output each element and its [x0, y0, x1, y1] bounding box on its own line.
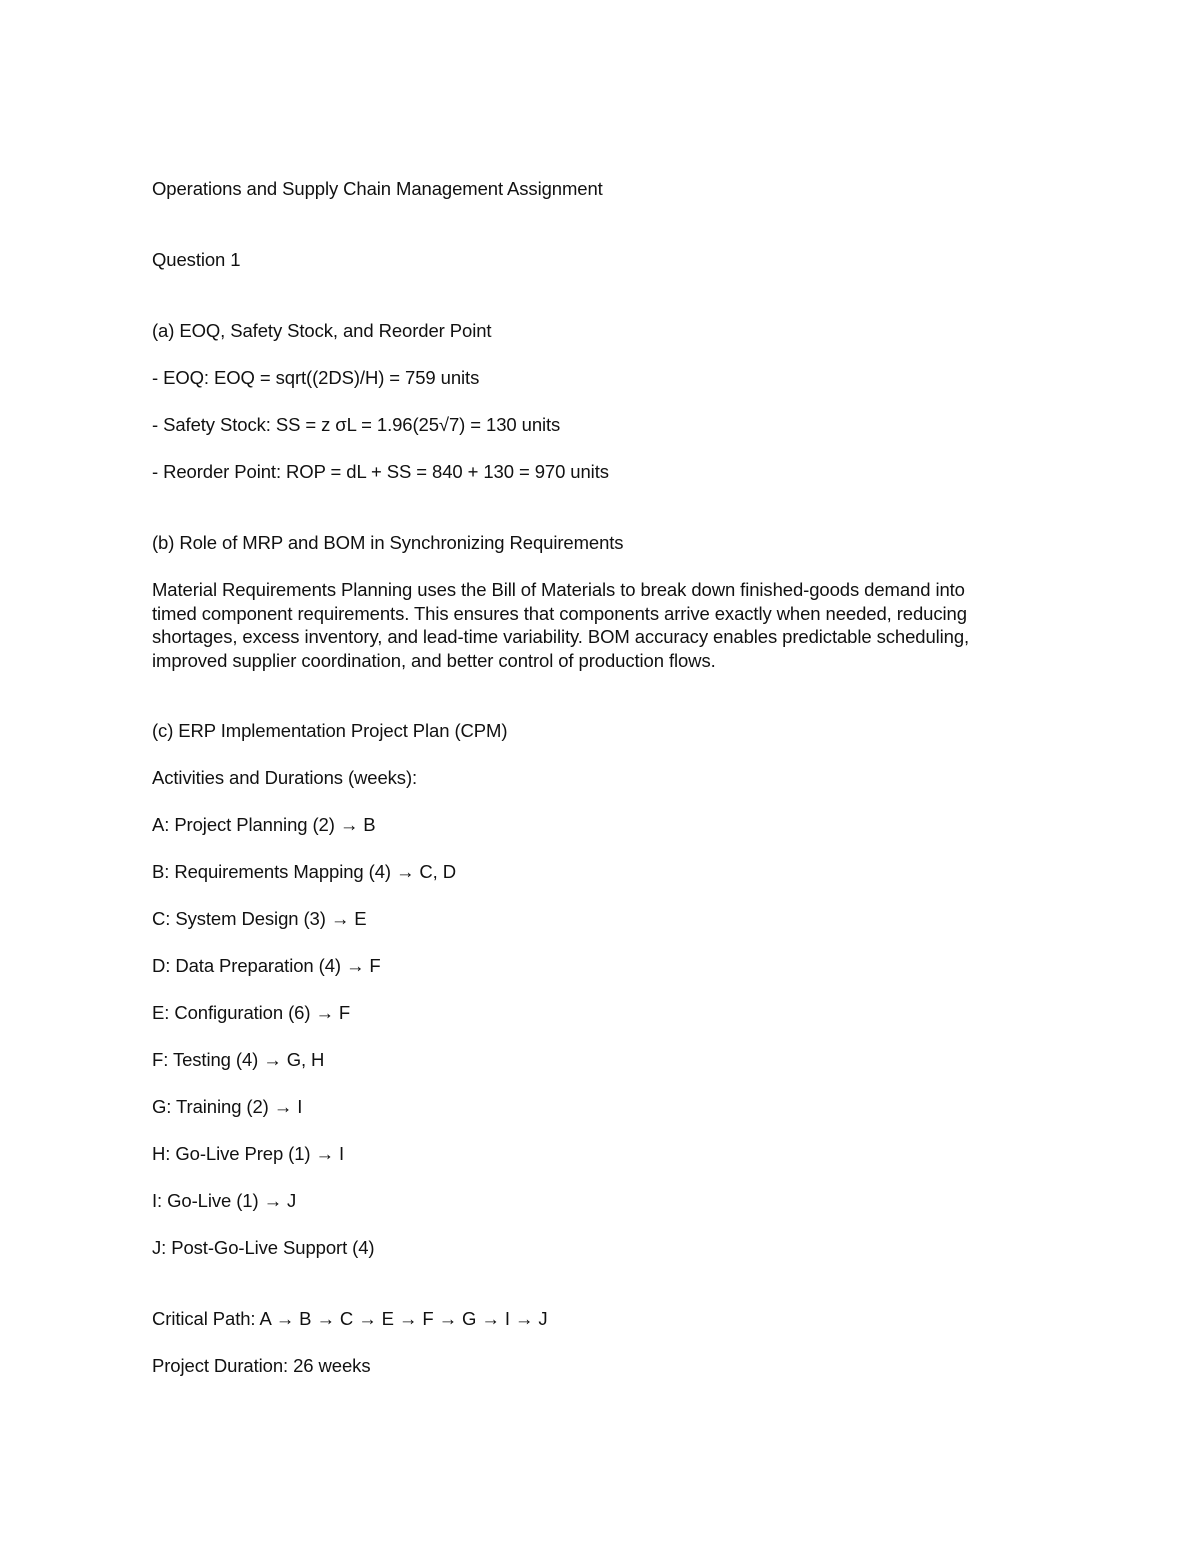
- part-b-paragraph-line: improved supplier coordination, and better control of production flows.: [152, 649, 716, 671]
- part-c-heading: (c) ERP Implementation Project Plan (CPM): [152, 720, 508, 741]
- part-b-heading: (b) Role of MRP and BOM in Synchronizing Requirements: [152, 532, 624, 553]
- activity-item: G: Training (2) → I: [152, 1096, 303, 1117]
- safety-stock-line: - Safety Stock: SS = z σL = 1.96(25√7) = 130 units: [152, 414, 561, 435]
- activity-item: C: System Design (3) → E: [152, 908, 367, 929]
- activity-item: I: Go-Live (1) → J: [152, 1190, 297, 1211]
- activity-item: A: Project Planning (2) → B: [152, 814, 376, 835]
- part-b-paragraph-line: timed component requirements. This ensures that components arrive exactly when needed, reducing: [152, 602, 967, 624]
- question-heading: Question 1: [152, 249, 241, 270]
- activity-item: H: Go-Live Prep (1) → I: [152, 1143, 345, 1164]
- part-a-heading: (a) EOQ, Safety Stock, and Reorder Point: [152, 320, 492, 341]
- activity-item: B: Requirements Mapping (4) → C, D: [152, 861, 457, 882]
- activities-label: Activities and Durations (weeks):: [152, 767, 418, 788]
- activity-item: E: Configuration (6) → F: [152, 1002, 351, 1023]
- activity-item: J: Post-Go-Live Support (4): [152, 1237, 375, 1258]
- eoq-line: - EOQ: EOQ = sqrt((2DS)/H) = 759 units: [152, 367, 480, 388]
- project-duration: Project Duration: 26 weeks: [152, 1355, 371, 1376]
- activity-item: D: Data Preparation (4) → F: [152, 955, 381, 976]
- document-title: Operations and Supply Chain Management Assignment: [152, 178, 603, 199]
- reorder-point-line: - Reorder Point: ROP = dL + SS = 840 + 130 = 970 units: [152, 461, 609, 482]
- part-b-paragraph-line: shortages, excess inventory, and lead-time variability. BOM accuracy enables predictable scheduling,: [152, 626, 970, 647]
- critical-path: Critical Path: A → B → C → E → F → G → I → J: [152, 1308, 548, 1329]
- activity-item: F: Testing (4) → G, H: [152, 1049, 325, 1070]
- part-b-paragraph-line: Material Requirements Planning uses the Bill of Materials to break down finished-goods demand into: [152, 579, 965, 600]
